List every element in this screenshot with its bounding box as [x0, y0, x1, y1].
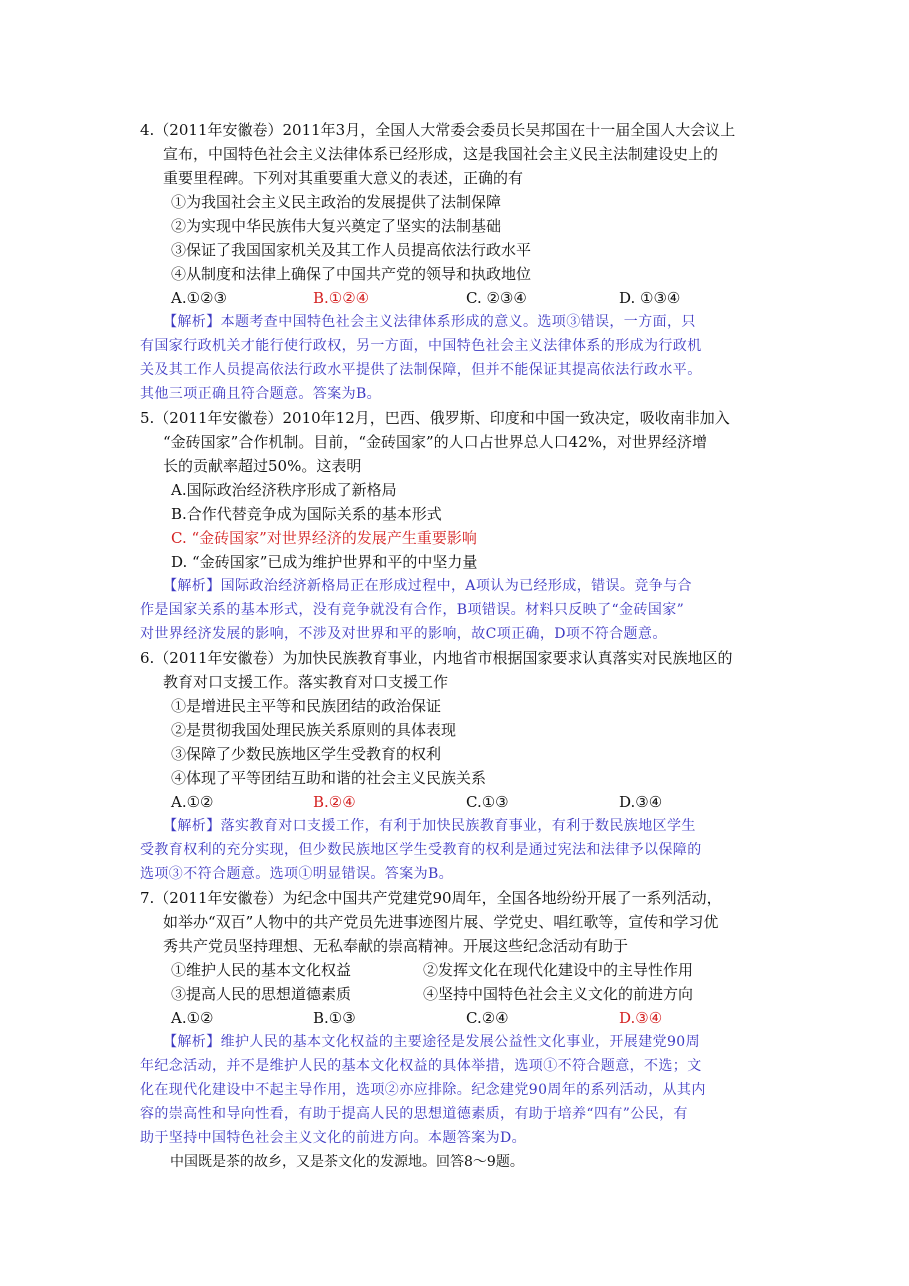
- q7-item-1: ①维护人民的基本文化权益: [171, 961, 352, 979]
- q4-option-c: C. ②③④: [466, 289, 527, 307]
- q4-analysis-line-1: 【解析】本题考查中国特色社会主义法律体系形成的意义。选项③错误，一方面，只: [163, 314, 696, 330]
- q6-option-a: A.①②: [171, 793, 214, 811]
- q7-analysis-line-5: 助于坚持中国特色社会主义文化的前进方向。本题答案为D。: [140, 1130, 527, 1146]
- q7-stem-line-3: 秀共产党员坚持理想、无私奉献的崇高精神。开展这些纪念活动有助于: [163, 937, 629, 955]
- q6-option-c: C.①③: [466, 793, 509, 811]
- q5-option-b: B.合作代替竞争成为国际关系的基本形式: [171, 505, 442, 523]
- q4-item-1: ①为我国社会主义民主政治的发展提供了法制保障: [171, 193, 502, 211]
- q4-item-2: ②为实现中华民族伟大复兴奠定了坚实的法制基础: [171, 217, 502, 235]
- q7-item-4: ④坚持中国特色社会主义文化的前进方向: [423, 985, 694, 1003]
- q4-analysis-line-2: 有国家行政机关才能行使行政权，另一方面，中国特色社会主义法律体系的形成为行政机: [140, 338, 702, 354]
- q4-option-b: B.①②④: [313, 289, 370, 307]
- q7-item-2: ②发挥文化在现代化建设中的主导性作用: [423, 961, 694, 979]
- q6-analysis-line-1: 【解析】落实教育对口支援工作，有利于加快民族教育事业，有利于数民族地区学生: [163, 818, 696, 834]
- q4-item-4: ④从制度和法律上确保了中国共产党的领导和执政地位: [171, 265, 532, 283]
- q6-analysis-line-2: 受教育权利的充分实现，但少数民族地区学生受教育的权利是通过宪法和法律予以保障的: [140, 842, 702, 858]
- q7-option-c: C.②④: [466, 1009, 509, 1027]
- q6-analysis-line-3: 选项③不符合题意。选项①明显错误。答案为B。: [140, 866, 454, 882]
- q4-option-d: D. ①③④: [619, 289, 681, 307]
- q4-option-a: A.①②③: [171, 289, 227, 307]
- q5-analysis-line-3: 对世界经济发展的影响，不涉及对世界和平的影响，故C项正确，D项不符合题意。: [140, 626, 667, 642]
- q4-stem-line-3: 重要里程碑。下列对其重要重大意义的表述，正确的有: [163, 169, 524, 187]
- q4-stem-line-2: 宣布，中国特色社会主义法律体系已经形成，这是我国社会主义民主法制建设史上的: [163, 145, 719, 163]
- q7-option-a: A.①②: [171, 1009, 214, 1027]
- q5-analysis-line-1: 【解析】国际政治经济新格局正在形成过程中，A项认为已经形成，错误。竞争与合: [163, 578, 692, 594]
- q6-stem-line-2: 教育对口支援工作。落实教育对口支援工作: [163, 673, 449, 691]
- q7-item-3: ③提高人民的思想道德素质: [171, 985, 352, 1003]
- q5-stem-line-1: 5.（2011年安徽卷）2010年12月，巴西、俄罗斯、印度和中国一致决定，吸收南非加入: [140, 409, 730, 427]
- q7-option-d: D.③④: [619, 1009, 663, 1027]
- q7-analysis-line-2: 年纪念活动，并不是维护人民的基本文化权益的具体举措，选项①不符合题意，不选；文: [140, 1058, 702, 1074]
- q5-stem-line-2: “金砖国家”合作机制。目前，“金砖国家”的人口占世界总人口42%，对世界经济增: [163, 433, 708, 451]
- q4-analysis-line-3: 关及其工作人员提高依法行政水平提供了法制保障，但并不能保证其提高依法行政水平。: [140, 362, 702, 378]
- q6-item-1: ①是增进民主平等和民族团结的政治保证: [171, 697, 442, 715]
- q7-analysis-line-4: 容的崇高性和导向性看，有助于提高人民的思想道德素质，有助于培养“四有”公民，有: [140, 1106, 688, 1122]
- q5-option-a: A.国际政治经济秩序形成了新格局: [171, 481, 397, 499]
- q5-option-d: D. “金砖国家”已成为维护世界和平的中坚力量: [171, 553, 478, 571]
- q5-option-c: C. “金砖国家”对世界经济的发展产生重要影响: [171, 529, 477, 547]
- q4-analysis-line-4: 其他三项正确且符合题意。答案为B。: [140, 386, 382, 402]
- q5-stem-line-3: 长的贡献率超过50%。这表明: [163, 457, 362, 475]
- q7-option-b: B.①③: [313, 1009, 356, 1027]
- q6-item-2: ②是贯彻我国处理民族关系原则的具体表现: [171, 721, 457, 739]
- q7-analysis-line-1: 【解析】维护人民的基本文化权益的主要途径是发展公益性文化事业，开展建党90周: [163, 1034, 701, 1050]
- q7-stem-line-1: 7.（2011年安徽卷）为纪念中国共产党建党90周年，全国各地纷纷开展了一系列活动，: [140, 889, 722, 907]
- q6-item-4: ④体现了平等团结互助和谐的社会主义民族关系: [171, 769, 487, 787]
- q8-9-intro: 中国既是茶的故乡，又是茶文化的发源地。回答8～9题。: [170, 1154, 524, 1170]
- q6-stem-line-1: 6.（2011年安徽卷）为加快民族教育事业，内地省市根据国家要求认真落实对民族地区的: [140, 649, 733, 667]
- q6-option-b: B.②④: [313, 793, 356, 811]
- q6-item-3: ③保障了少数民族地区学生受教育的权利: [171, 745, 442, 763]
- q4-item-3: ③保证了我国国家机关及其工作人员提高依法行政水平: [171, 241, 532, 259]
- q5-analysis-line-2: 作是国家关系的基本形式，没有竞争就没有合作，B项错误。材料只反映了“金砖国家”: [140, 602, 685, 618]
- q7-analysis-line-3: 化在现代化建设中不起主导作用，选项②亦应排除。纪念建党90周年的系列活动，从其内: [140, 1082, 706, 1098]
- q4-stem-line-1: 4.（2011年安徽卷）2011年3月，全国人大常委会委员长吴邦国在十一届全国人大会议上: [140, 121, 736, 139]
- q6-option-d: D.③④: [619, 793, 663, 811]
- q7-stem-line-2: 如举办“双百”人物中的共产党员先进事迹图片展、学党史、唱红歌等，宣传和学习优: [163, 913, 719, 931]
